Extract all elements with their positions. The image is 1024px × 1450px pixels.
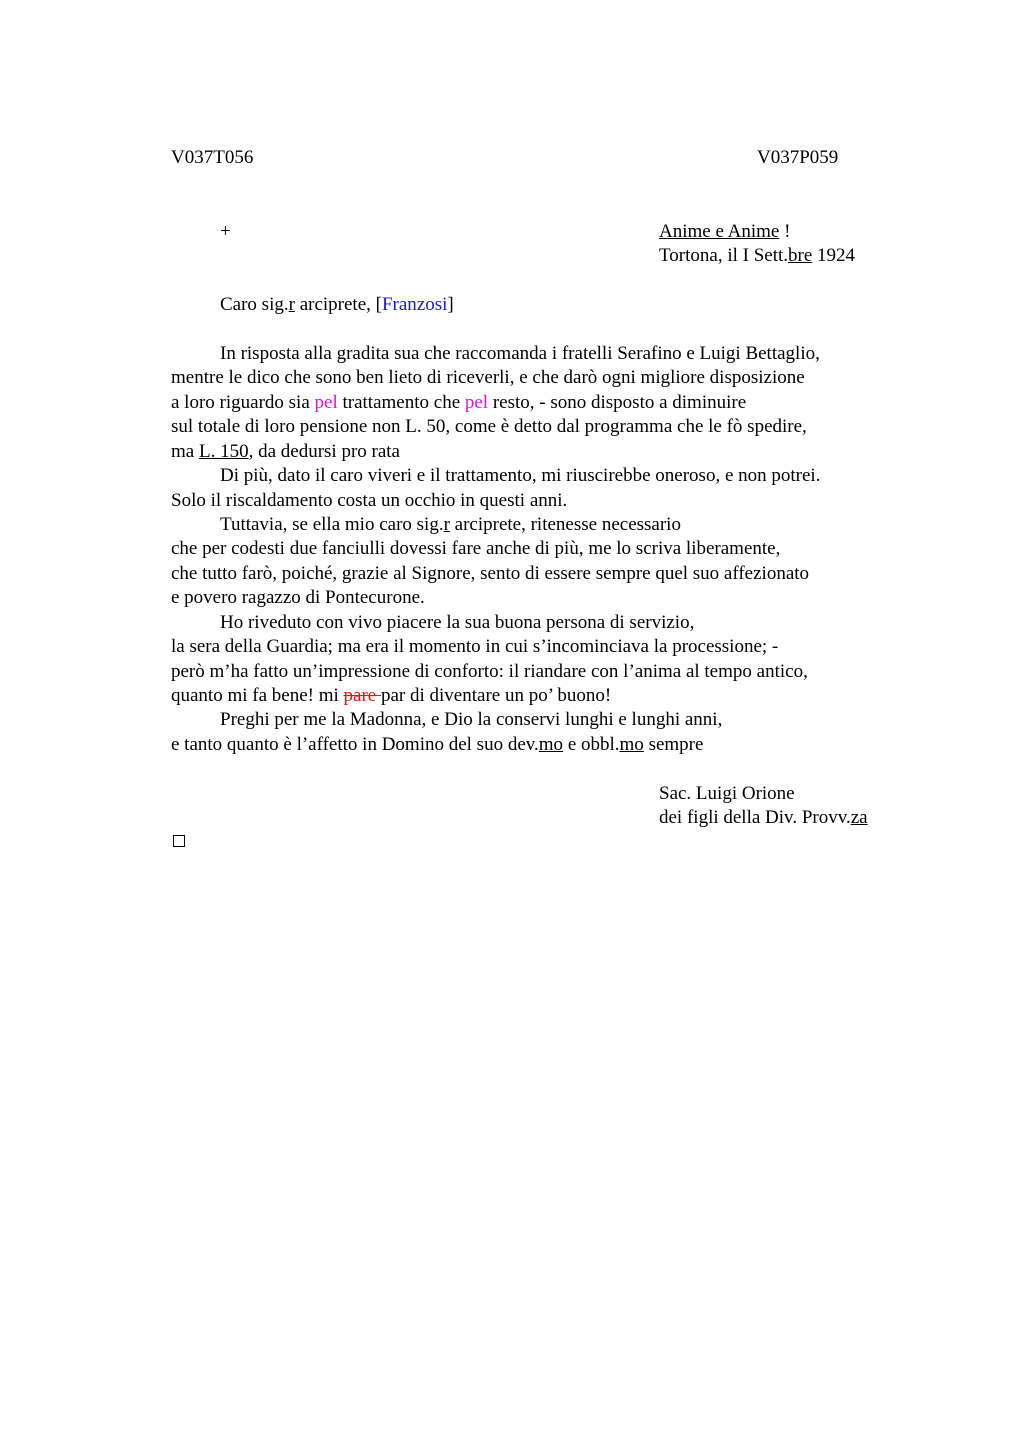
- highlight-pel: pel: [314, 392, 338, 413]
- signature-title: [659, 806, 868, 830]
- body-line-4: sul totale di loro pensione non L. 50, come è detto dal programma che le fò spedire,: [171, 416, 807, 437]
- salutation-pre: Caro sig.: [220, 294, 289, 315]
- body-line-12: Ho riveduto con vivo piacere la sua buona persona di servizio,: [220, 612, 695, 633]
- body-line-14: però m’ha fatto un’impressione di conforto: il riandare con l’anima al tempo antico,: [171, 661, 808, 682]
- body-line-17-c: sempre: [643, 734, 704, 755]
- body-line-3: [171, 391, 746, 415]
- editorial-name: Franzosi: [381, 294, 448, 315]
- body-line-15-b: par di diventare un po’ buono!: [380, 685, 612, 706]
- body-line-11: e povero ragazzo di Pontecurone.: [171, 587, 425, 608]
- body-line-8-a: Tuttavia, se ella mio caro sig.: [220, 514, 444, 535]
- end-marker-box-icon: [173, 835, 185, 847]
- date-line: [659, 244, 855, 268]
- body-line-17-b: e obbl.: [563, 734, 620, 755]
- amount: L. 150: [198, 441, 249, 462]
- body-line-16: Preghi per me la Madonna, e Dio la conservi lunghi e lunghi anni,: [220, 709, 723, 730]
- salutation: [220, 293, 454, 317]
- signature-abbr: za: [850, 807, 868, 828]
- motto: Anime e Anime: [659, 221, 780, 242]
- date-abbr: bre: [788, 245, 813, 266]
- body-line-2: mentre le dico che sono ben lieto di riceverli, e che darò ogni migliore disposizione: [171, 367, 805, 388]
- body-line-17: [171, 733, 703, 757]
- cross-mark: +: [220, 221, 231, 242]
- salutation-abbr: r: [288, 294, 295, 315]
- signature-title-a: dei figli della Div. Provv.: [659, 807, 851, 828]
- document-code-left: V037T056: [171, 147, 254, 168]
- body-line-1: In risposta alla gradita sua che raccomanda i fratelli Serafino e Luigi Bettaglio,: [220, 343, 820, 364]
- motto-tail: !: [779, 221, 791, 242]
- body-line-6: Di più, dato il caro viveri e il trattamento, mi riuscirebbe oneroso, e non potrei.: [220, 465, 821, 486]
- salutation-mid: arciprete, [: [294, 294, 382, 315]
- body-line-5-a: ma: [171, 441, 199, 462]
- highlight-pel: pel: [464, 392, 489, 413]
- date-year: 1924: [812, 245, 856, 266]
- body-line-8-b: arciprete, ritenesse necessario: [449, 514, 681, 535]
- struck-word: pare: [343, 685, 381, 706]
- body-line-17-a: e tanto quanto è l’affetto in Domino del suo dev.: [171, 734, 539, 755]
- abbr-mo: mo: [538, 734, 564, 755]
- salutation-post: ]: [447, 294, 454, 315]
- body-line-8-abbr: r: [443, 514, 450, 535]
- document-code-right: V037P059: [757, 147, 839, 168]
- body-line-13: la sera della Guardia; ma era il momento in cui s’incominciava la processione; -: [171, 636, 779, 657]
- date-prefix: Tortona, il I Sett.: [659, 245, 789, 266]
- body-line-3-c: resto, - sono disposto a diminuire: [488, 392, 747, 413]
- body-line-5: [171, 440, 400, 464]
- body-line-15: [171, 684, 611, 708]
- signature-name: Sac. Luigi Orione: [659, 783, 795, 804]
- body-line-9: che per codesti due fanciulli dovessi fare anche di più, me lo scriva liberamente,: [171, 538, 781, 559]
- body-line-3-b: trattamento che: [337, 392, 465, 413]
- body-line-15-a: quanto mi fa bene! mi: [171, 685, 344, 706]
- body-line-8: [220, 513, 681, 537]
- motto-line: [659, 220, 790, 244]
- body-line-5-b: , da dedursi pro rata: [248, 441, 400, 462]
- body-line-3-a: a loro riguardo sia: [171, 392, 315, 413]
- body-line-7: Solo il riscaldamento costa un occhio in questi anni.: [171, 490, 568, 511]
- abbr-mo: mo: [619, 734, 644, 755]
- body-line-10: che tutto farò, poiché, grazie al Signore, sento di essere sempre quel suo affezionato: [171, 563, 810, 584]
